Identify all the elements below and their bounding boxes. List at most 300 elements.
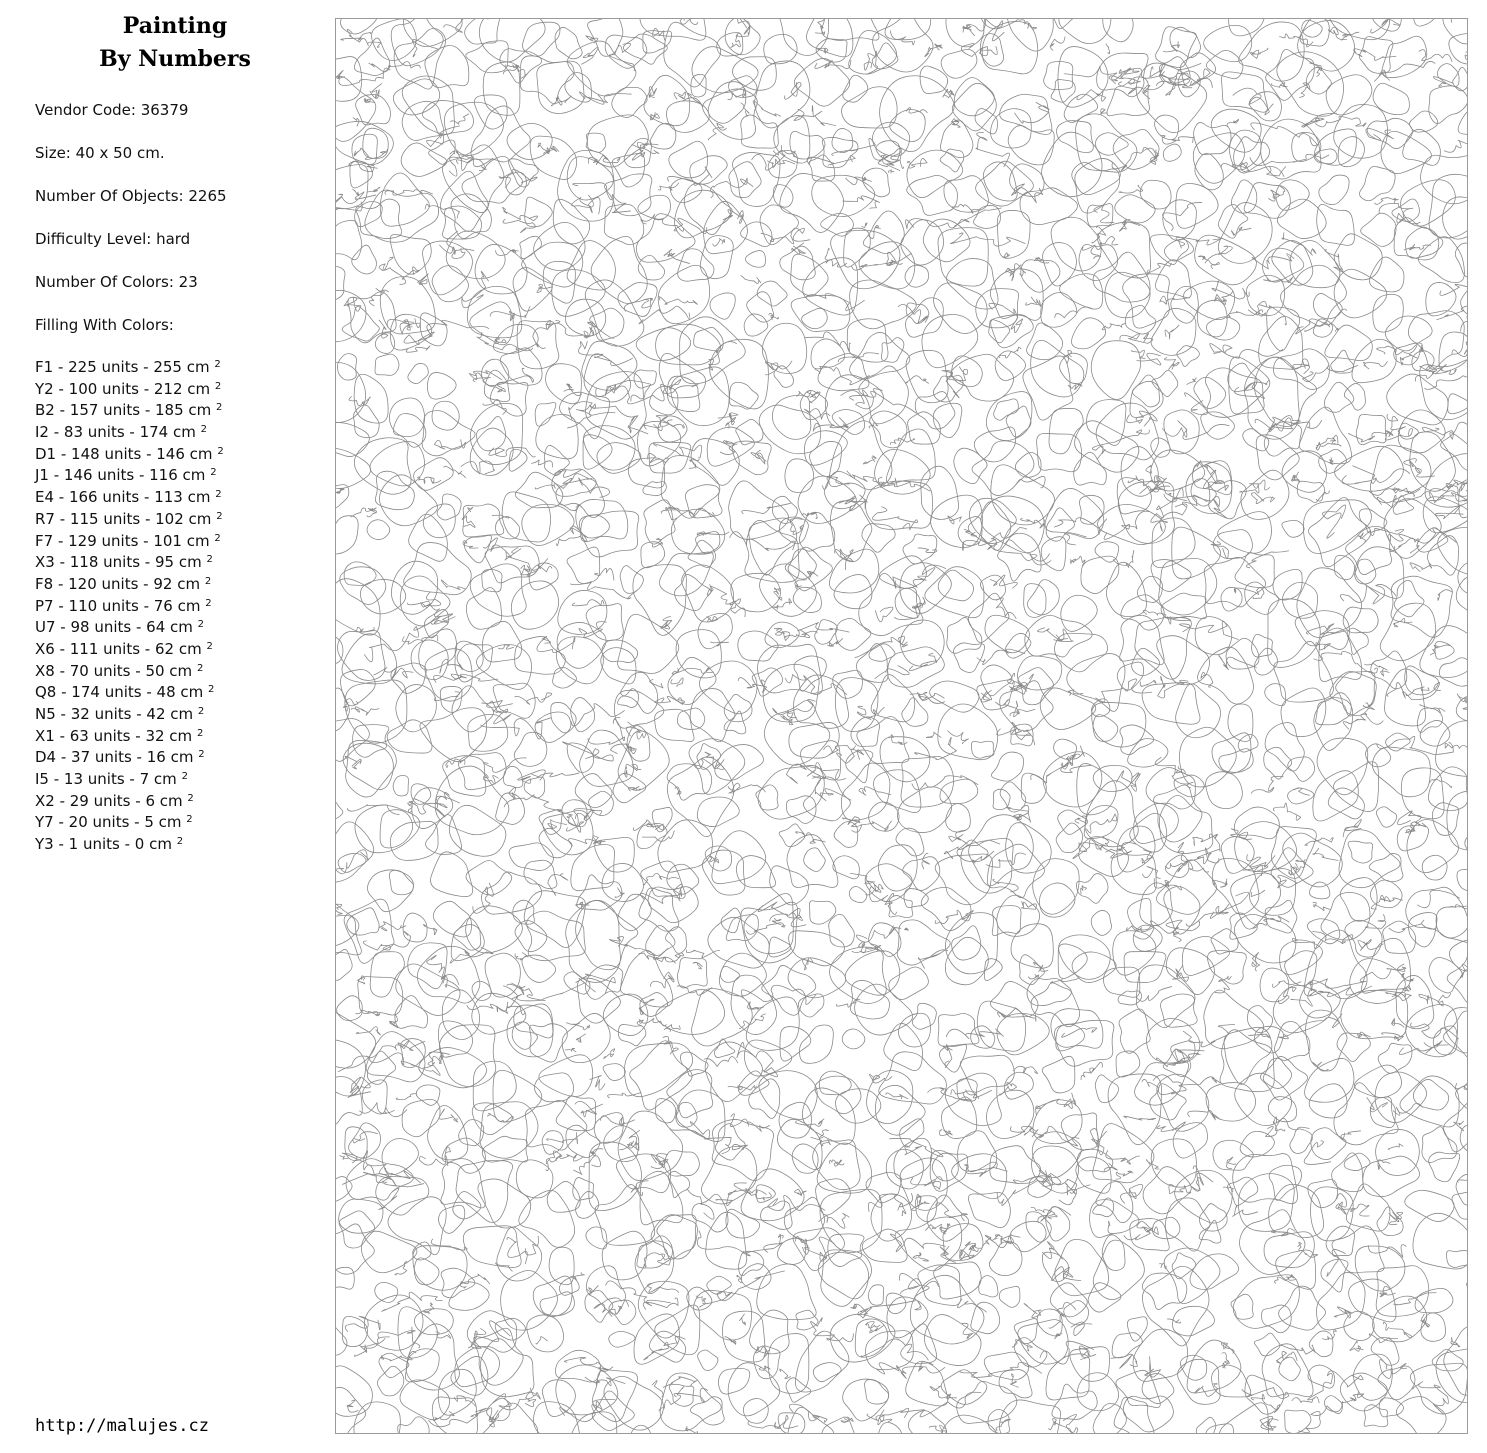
outline-region [1308,1180,1338,1208]
outline-stroke [576,1034,586,1043]
outline-stroke [424,1303,435,1314]
outline-region [989,1242,1022,1276]
outline-stroke [385,190,433,195]
outline-region [1142,1266,1209,1346]
outline-region [1140,180,1171,209]
outline-stroke [515,952,528,959]
outline-region [1040,688,1096,730]
outline-stroke [649,87,656,98]
outline-stroke [568,836,605,846]
color-list-item [35,379,224,401]
outline-region [336,801,343,821]
outline-region [1174,775,1204,797]
outline-region [367,1051,395,1084]
outline-region [1378,1366,1415,1400]
color-list-item [35,357,224,379]
outline-region [401,143,447,177]
outline-stroke [439,1109,458,1122]
outline-region [1355,547,1404,599]
outline-region [336,516,358,554]
outline-region [1336,671,1375,715]
outline-stroke [780,1369,791,1379]
outline-stroke [1142,1079,1186,1094]
outline-region [1422,855,1447,880]
outline-stroke [1365,914,1386,928]
outline-stroke [462,507,475,527]
outline-stroke [487,1114,513,1122]
outline-region [954,448,987,483]
outline-region [1172,1306,1214,1336]
outline-stroke [901,1392,982,1418]
outline-region [1061,595,1097,631]
square-unit-superscript: 2 [181,771,188,783]
website-link[interactable]: http://malujes.cz [35,1416,209,1436]
outline-region [1053,19,1074,29]
outline-region [994,399,1019,420]
outline-stroke [570,1272,584,1280]
outline-stroke [1323,505,1346,538]
outline-region [1190,1254,1239,1290]
outline-region [1349,1279,1396,1322]
outline-region [389,870,413,894]
outline-region [1373,1296,1427,1342]
outline-region [804,848,826,872]
outline-region [1334,762,1379,812]
outline-region [933,403,961,437]
outline-region [997,895,1040,936]
color-entry-text: B2 - 157 units - 185 cm [35,401,212,420]
outline-region [567,157,613,200]
outline-region [1261,119,1321,179]
outline-region [796,1310,818,1330]
outline-region [427,372,456,399]
outline-region [1074,452,1107,485]
color-entry-text: Q8 - 174 units - 48 cm [35,683,204,702]
outline-stroke [546,320,583,336]
outline-region [930,681,979,712]
outline-stroke [576,974,616,994]
outline-region [336,1177,352,1202]
outline-stroke [993,879,1018,892]
outline-region [522,242,583,287]
outline-region [1300,19,1329,46]
outline-stroke [358,976,365,984]
outline-region [342,307,379,342]
outline-stroke [1142,866,1160,878]
outline-region [1115,195,1155,223]
outline-stroke [644,873,679,885]
outline-stroke [827,638,843,646]
outline-stroke [1164,357,1179,369]
outline-stroke [803,958,814,970]
color-list-item [35,704,224,726]
outline-region [689,739,745,795]
outline-stroke [633,820,663,830]
outline-stroke [1173,488,1227,518]
outline-region [704,201,748,253]
outline-region [952,1154,1007,1199]
outline-region [1379,1398,1403,1417]
outline-stroke [379,922,406,931]
outline-stroke [1298,1399,1356,1433]
outline-stroke [796,390,816,397]
outline-stroke [912,1194,930,1210]
outline-region [479,19,545,62]
outline-region [1317,1272,1366,1330]
color-entry-text: N5 - 32 units - 42 cm [35,705,194,723]
outline-region [1361,213,1396,246]
outline-region [1274,641,1334,702]
outline-region [1130,1219,1169,1251]
outline-region [644,500,675,544]
outline-region [1095,542,1119,563]
color-entry-text: D4 - 37 units - 16 cm [35,748,194,767]
outline-region [707,1276,732,1294]
outline-stroke [1042,1242,1062,1260]
outline-stroke [1334,1307,1352,1318]
outline-stroke [566,1022,589,1029]
outline-stroke [995,699,1035,714]
outline-region [1319,175,1349,205]
outline-region [741,115,779,148]
outline-region [991,314,1034,347]
outline-region [658,265,709,323]
outline-region [1114,1397,1154,1433]
outline-stroke [1251,493,1274,504]
outline-stroke [572,600,604,606]
outline-stroke [812,777,851,801]
outline-region [535,403,556,427]
outline-stroke [890,30,914,44]
outline-region [643,482,666,496]
outline-stroke [1233,1206,1258,1217]
outline-region [1448,394,1467,414]
outline-region [340,19,377,34]
outline-stroke [481,718,551,739]
color-list-item [35,574,224,596]
outline-stroke [356,1027,380,1035]
outline-region [1456,576,1467,626]
outline-region [1093,252,1150,302]
outline-stroke [1454,1121,1464,1131]
outline-region [1380,603,1435,661]
outline-stroke [856,926,901,942]
outline-region [1352,339,1396,382]
outline-region [901,1324,937,1364]
outline-stroke [367,508,377,517]
outline-region [1300,981,1341,1018]
outline-region [943,1224,983,1261]
color-entry-text: F1 - 225 units - 255 cm [35,358,210,376]
outline-region [342,634,397,684]
outline-region [875,1085,925,1135]
outline-region [908,412,941,444]
outline-stroke [1198,256,1219,269]
outline-stroke [359,1103,407,1117]
outline-region [1355,559,1376,584]
outline-stroke [1271,83,1287,88]
outline-region [801,741,841,780]
outline-region [676,1090,725,1142]
outline-region [968,1192,1010,1227]
outline-stroke [1388,1144,1403,1150]
outline-stroke [1308,1371,1363,1400]
outline-stroke [1221,1343,1234,1354]
outline-region [1180,53,1215,87]
outline-stroke [564,1358,613,1372]
outline-stroke [926,732,941,738]
outline-stroke [1310,63,1322,77]
outline-stroke [1251,890,1264,896]
color-entry-text: X6 - 111 units - 62 cm [35,639,202,658]
outline-region [658,820,713,872]
outline-region [534,222,585,270]
outline-region [1410,1363,1467,1414]
outline-region [1436,721,1467,777]
outline-stroke [725,1337,736,1345]
outline-stroke [353,189,359,196]
outline-region [1453,67,1467,90]
outline-stroke [1082,237,1118,251]
outline-region [582,341,637,390]
outline-region [586,133,606,152]
outline-region [757,281,787,306]
outline-region [1204,25,1252,61]
outline-region [1077,1149,1113,1172]
outline-region [516,1160,553,1198]
outline-region [974,427,1015,462]
outline-region [981,496,1044,553]
outline-stroke [1364,361,1388,369]
outline-stroke [1010,1374,1018,1387]
outline-region [1314,698,1353,751]
outline-region [690,156,727,185]
outline-stroke [813,417,848,431]
outline-region [1021,260,1060,293]
outline-stroke [922,853,930,869]
outline-region [758,765,824,819]
outline-region [1277,52,1344,116]
square-unit-superscript: 2 [186,814,193,826]
outline-stroke [708,123,726,140]
outline-region [513,900,535,924]
outline-stroke [869,1074,892,1083]
outline-region [1439,658,1467,686]
outline-stroke [1178,861,1209,872]
square-unit-superscript: 2 [196,662,204,674]
outline-region [602,1231,647,1280]
outline-region [336,1267,354,1289]
outline-stroke [650,112,659,120]
outline-region [1182,936,1229,975]
outline-region [818,1252,868,1298]
outline-region [1417,708,1442,732]
outline-region [1412,351,1434,371]
outline-region [1206,772,1243,809]
outline-stroke [532,773,580,777]
outline-region [342,1316,367,1346]
outline-region [1133,1329,1188,1381]
outline-stroke [1048,1418,1057,1430]
outline-region [1309,1084,1347,1118]
outline-region [1151,450,1205,491]
square-unit-superscript: 2 [205,597,212,609]
outline-region [972,441,1034,496]
outline-region [1458,110,1467,135]
outline-region [912,1003,936,1029]
outline-region [1093,715,1118,742]
square-unit-superscript: 2 [198,749,205,761]
outline-region [504,766,523,787]
color-list-item [35,769,224,791]
outline-stroke [531,460,552,468]
outline-region [340,669,375,705]
outline-region [391,663,427,693]
outline-stroke [431,1239,467,1250]
outline-region [1396,1397,1446,1433]
outline-stroke [1377,491,1456,508]
outline-region [1383,921,1416,953]
outline-stroke [336,901,342,915]
outline-region [597,443,641,474]
outline-region [1262,1305,1292,1333]
outline-region [765,622,799,648]
outline-region [714,1039,734,1058]
outline-region [1213,530,1252,559]
outline-region [1413,19,1438,26]
outline-region [1221,72,1267,112]
outline-stroke [876,1363,945,1379]
outline-region [1140,883,1173,926]
outline-stroke [473,377,505,391]
outline-region [496,793,525,825]
outline-region [862,168,889,197]
outline-region [1244,183,1290,219]
outline-stroke [930,1386,957,1399]
outline-region [337,354,356,380]
outline-stroke [697,1231,782,1256]
outline-region [1156,27,1197,68]
outline-region [1381,131,1432,173]
outline-region [1346,526,1392,574]
outline-region [546,364,582,404]
outline-stroke [697,1295,706,1307]
outline-region [478,1179,531,1228]
outline-stroke [380,1351,416,1360]
outline-region [395,996,428,1029]
outline-region [785,459,814,493]
outline-region [791,295,850,331]
outline-region [1220,1030,1274,1092]
outline-region [813,1363,841,1382]
outline-region [842,87,898,128]
outline-region [1027,580,1059,615]
outline-stroke [1048,1214,1057,1219]
filling-heading: Filling With Colors: [35,316,174,334]
outline-stroke [671,678,683,687]
outline-region [1041,293,1077,328]
outline-stroke [1119,185,1143,193]
outline-stroke [336,488,344,493]
outline-region [536,415,578,459]
color-list-item [35,596,224,618]
outline-region [519,1190,575,1247]
outline-stroke [609,43,634,71]
outline-region [1400,1076,1459,1127]
outline-stroke [434,692,459,701]
outline-stroke [1075,816,1086,823]
outline-stroke [1268,186,1285,201]
outline-region [495,1318,525,1340]
outline-region [589,791,614,815]
outline-region [850,280,917,329]
outline-stroke [1210,343,1283,358]
outline-region [738,631,778,661]
outline-stroke [1296,309,1347,334]
outline-region [888,647,945,687]
outline-region [462,156,523,203]
outline-stroke [1357,1032,1370,1037]
outline-stroke [418,274,429,285]
outline-stroke [1124,1116,1156,1120]
outline-stroke [664,1025,680,1032]
outline-region [1344,383,1365,410]
outline-region [1345,920,1382,957]
outline-stroke [1369,1245,1407,1258]
outline-region [907,175,958,215]
outline-stroke [1108,1221,1113,1233]
outline-stroke [1341,1131,1361,1140]
outline-region [1058,47,1108,108]
outline-stroke [1086,814,1116,833]
outline-region [1151,560,1191,592]
outline-stroke [925,44,942,57]
outline-region [809,901,835,924]
outline-region [1420,720,1450,746]
outline-region [514,732,547,766]
outline-stroke [1156,79,1192,95]
outline-region [1175,1170,1233,1223]
outline-stroke [1410,563,1432,572]
outline-stroke [944,840,1000,858]
outline-stroke [663,1377,697,1388]
outline-stroke [450,151,459,155]
outline-region [520,236,542,258]
outline-region [938,704,998,760]
outline-region [527,1315,564,1352]
outline-region [1198,647,1254,704]
outline-region [634,370,656,388]
color-list [35,357,224,856]
outline-region [1363,1156,1420,1196]
outline-stroke [1306,624,1347,635]
outline-stroke [571,704,624,727]
outline-stroke [905,928,909,930]
outline-region [480,1102,538,1158]
outline-region [1084,806,1118,839]
outline-region [1420,626,1467,678]
outline-region [958,1131,997,1171]
outline-region [614,690,663,728]
outline-region [650,123,676,149]
outline-region [1072,318,1106,349]
outline-region [1163,144,1181,161]
outline-region [925,567,984,618]
outline-stroke [822,477,849,490]
outline-region [416,1085,440,1106]
outline-region [749,518,797,575]
square-unit-superscript: 2 [206,640,213,652]
